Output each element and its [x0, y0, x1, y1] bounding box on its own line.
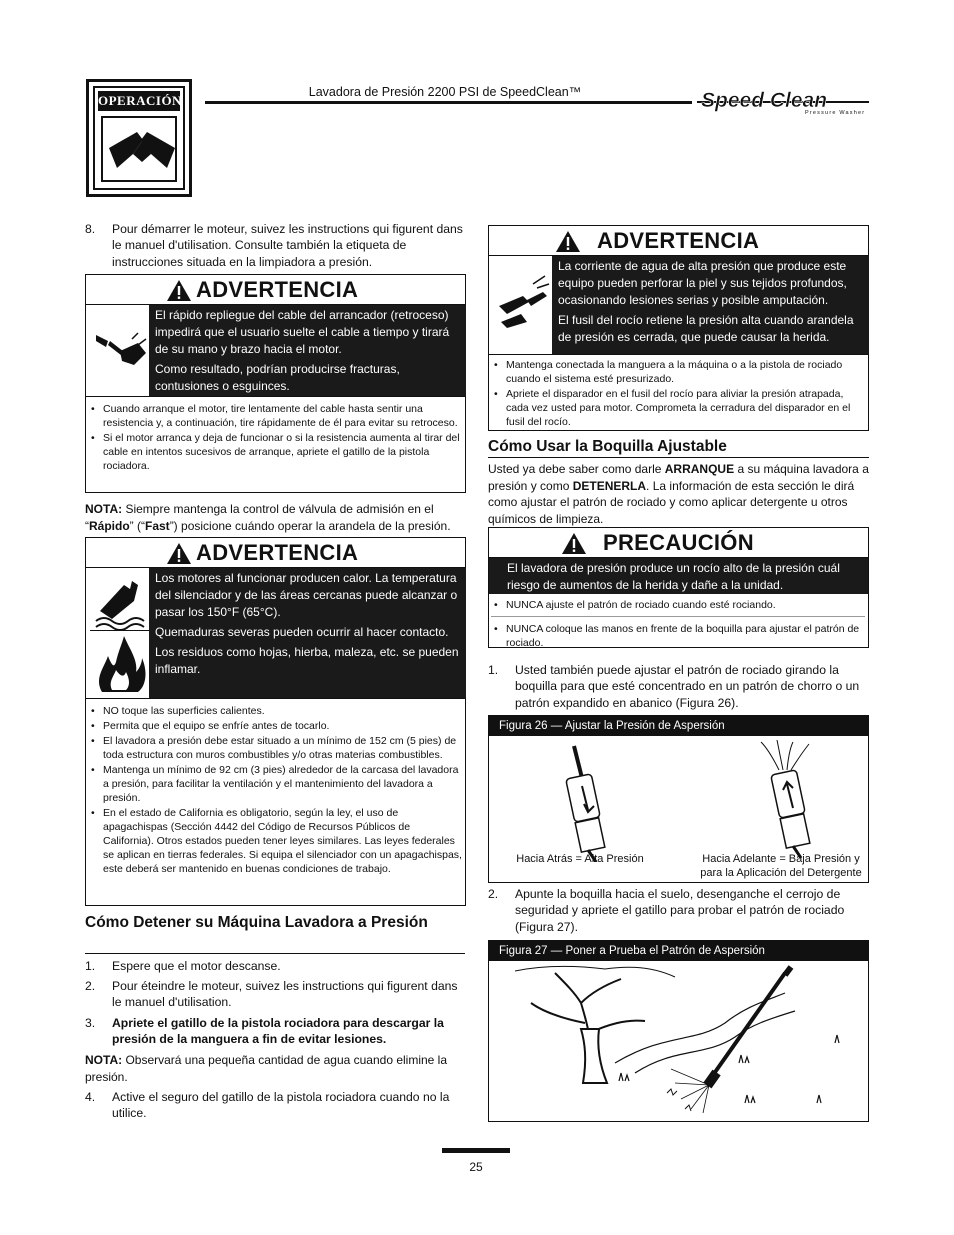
warning-text: Como resultado, podrían producirse fracturas, contusiones o esguinces. [155, 362, 400, 393]
figure-title: Figura 27 — Poner a Prueba el Patrón de Aspersión [489, 941, 868, 961]
caution-box [488, 527, 869, 648]
fire-icon [90, 632, 150, 698]
warning-triangle-icon [555, 230, 581, 253]
warning-bullet: • Mantenga conectada la manguera a la máquina o a la pistola de rociado cuando el sistema esté presurizado. [491, 358, 865, 386]
warning-text: El rápido repliegue del cable del arrancador (retroceso) impedirá que el usuario suelte el cable a tiempo y tirará de su mano y brazo hacia el motor. [155, 308, 450, 356]
warning-text-panel [149, 568, 466, 698]
nozzle-high-pressure-illustration [544, 744, 634, 862]
caution-text: El lavadora de presión produce un rocío alto de la presión cuál riesgo de aumentos de la herida y dañe a la unidad. [507, 561, 840, 592]
figure-27 [488, 940, 869, 1122]
figure-title: Figura 26 — Ajustar la Presión de Aspersión [489, 716, 868, 736]
caution-label: PRECAUCIÓN [603, 530, 754, 555]
warning-triangle-icon [166, 542, 192, 565]
caution-text-panel [489, 558, 868, 594]
warning-bullet: • NO toque las superficies calientes. [88, 704, 462, 718]
warning-bullets [88, 704, 462, 877]
warning-bullet: • Permita que el equipo se enfríe antes de tocarlo. [88, 719, 462, 733]
warning-bullets [88, 402, 460, 474]
step-8-text: Pour démarrer le moteur, suivez les instructions qui figurent dans le manuel d'utilisation. Consulte también la etiqueta de instrucciones situada en la limpiadora a presión. [112, 222, 463, 269]
warning-header [86, 275, 465, 305]
warning-box-recoil [85, 274, 466, 493]
warning-triangle-icon [561, 532, 587, 555]
warning-bullet: • Si el motor arranca y deja de funcionar o si la resistencia aumenta al tirar del cable en intentos sucesivos de arranque, apriete el gatillo de la pistola rociadora. [88, 431, 460, 473]
recoil-hand-icon [92, 313, 150, 377]
warning-box-high-pressure [488, 225, 869, 431]
figure-26 [488, 715, 869, 883]
header-rule [205, 101, 692, 104]
warning-text: Los motores al funcionar producen calor. La temperatura del silenciador y de las áreas cercanas puede alcanzar o pasar los 150°F (65°C). [155, 571, 458, 619]
caution-bullet: • NUNCA ajuste el patrón de rociado cuando esté rociando. [491, 598, 865, 617]
warning-box-heat [85, 537, 466, 906]
header-title: Lavadora de Presión 2200 PSI de SpeedClean™ [308, 85, 582, 99]
note-choke: NOTA: Siempre mantenga la control de válvula de admisión en el “Rápido” (“Fast”) posicione cuándo operar la arandela de la presión. [85, 502, 451, 533]
warning-text-panel [149, 305, 466, 396]
warning-bullet: • En el estado de California es obligatorio, según la ley, el uso de apagachispas (Sección 4442 del Código de Recursos Públicos de California). Otros estados pueden tener leyes similares. Las leyes federales se aplican en tierras federales. Si equipa el silenciador con un apagachispas, este deberá ser mantenido en buenas condiciones de trabajo. [88, 806, 462, 876]
figure-26-left-caption: Hacia Atrás = Alta Presión [516, 853, 644, 865]
warning-label: ADVERTENCIA [597, 228, 760, 253]
spray-test-illustration [495, 963, 865, 1119]
hot-surface-icon [90, 571, 150, 631]
section-title-nozzle: Cómo Usar la Boquilla Ajustable [488, 438, 727, 455]
warning-bullets [491, 358, 865, 430]
warning-text: Quemaduras severas pueden ocurrir al hacer contacto. [155, 625, 449, 639]
figure-26-right-caption: Hacia Adelante = Baja Presión y para la Aplicación del Detergente [700, 853, 862, 879]
operation-logo [86, 79, 192, 197]
warning-text-panel [552, 256, 869, 354]
warning-triangle-icon [166, 279, 192, 302]
warning-bullet: • Apriete el disparador en el fusil del rocío para aliviar la presión atrapada, cada vez usted para motor. Comprometa la cerradura del disparador en el fusil del rocío. [491, 387, 865, 429]
warning-text: Los residuos como hojas, hierba, maleza, etc. se pueden inflamar. [155, 645, 459, 676]
page-number-bar [442, 1148, 510, 1153]
caution-bullet: • NUNCA coloque las manos en frente de la boquilla para ajustar el patrón de rociado. [491, 622, 865, 650]
warning-text: El fusil del rocío retiene la presión alta cuando arandela de presión es cerrada, que puede causar la herida. [558, 313, 854, 344]
warning-header [86, 538, 465, 568]
brand-name: Speed Clean [701, 89, 828, 112]
warning-text: La corriente de agua de alta presión que produce este equipo pueden perforar la piel y sus tejidos profundos, ocasionando lesiones serias y posible amputación. [558, 259, 847, 307]
warning-label: ADVERTENCIA [196, 540, 359, 565]
brand-tagline: Pressure Washer [805, 110, 866, 116]
warning-header [489, 226, 868, 256]
speedclean-logo [697, 88, 869, 116]
page-number: 25 [469, 1160, 483, 1174]
nozzle-low-pressure-illustration [759, 740, 849, 858]
warning-label: ADVERTENCIA [196, 277, 359, 302]
note-pressure: NOTA: Observará una pequeña cantidad de agua cuando elimine la presión. [85, 1053, 448, 1084]
section-title-stop: Cómo Detener su Máquina Lavadora a Presión [85, 914, 428, 931]
caution-bullets [491, 598, 865, 651]
nozzle-intro: Usted ya debe saber como darle ARRANQUE a su máquina lavadora a presión y como DETENERLA. La información de esta sección le dirá como ajustar el patrón de rociado y como aplicar detergente u otros químicos de limpieza. [488, 462, 869, 526]
injection-hazard-icon [493, 262, 551, 342]
warning-bullet: • Mantenga un mínimo de 92 cm (3 pies) alrededor de la carcasa del lavadora a presión, para facilitar la ventilación y el mantenimiento del lavadora a presión. [88, 763, 462, 805]
warning-bullet: • El lavadora a presión debe estar situado a un mínimo de 152 cm (5 pies) de toda estructura con muros combustibles y/o otras materias combustibles. [88, 734, 462, 762]
caution-header [489, 528, 868, 558]
logo-title: OPERACIÓN [98, 91, 180, 111]
warning-bullet: • Cuando arranque el motor, tire lentamente del cable hasta sentir una resistencia y, a continuación, tire rápidamente de él para evitar su retroceso. [88, 402, 460, 430]
hands-operation-icon [101, 116, 177, 182]
